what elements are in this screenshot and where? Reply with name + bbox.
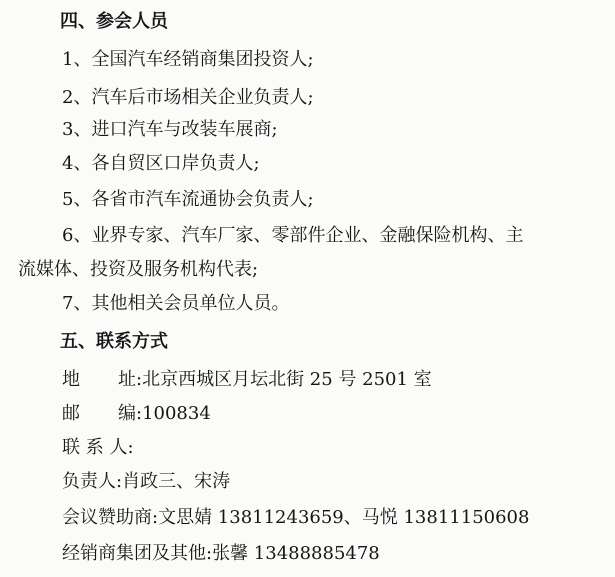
attendee-item-2: 2、汽车后市场相关企业负责人; bbox=[62, 87, 314, 108]
attendee-item-4: 4、各自贸区口岸负责人; bbox=[62, 153, 260, 174]
attendee-item-3: 3、进口汽车与改装车展商; bbox=[62, 119, 278, 140]
address-label-part2: 址: bbox=[118, 369, 143, 390]
postcode-label-part2: 编: bbox=[118, 403, 143, 424]
address-value: 北京西城区月坛北街 25 号 2501 室 bbox=[142, 369, 432, 390]
responsible-persons: 负责人:肖政三、宋涛 bbox=[62, 471, 231, 492]
attendee-item-1: 1、全国汽车经销商集团投资人; bbox=[62, 49, 314, 70]
section4-heading: 四、参会人员 bbox=[60, 11, 168, 32]
address-label-part1: 地 bbox=[62, 369, 80, 390]
attendee-item-7: 7、其他相关会员单位人员。 bbox=[62, 293, 290, 314]
address-row bbox=[62, 368, 432, 392]
sponsor-contacts: 会议赞助商:文思婧 13811243659、马悦 13811150608 bbox=[62, 507, 530, 528]
contact-label: 联 系 人: bbox=[62, 437, 134, 458]
section5-heading: 五、联系方式 bbox=[60, 331, 168, 352]
postcode-label-part1: 邮 bbox=[62, 403, 80, 424]
attendee-item-5: 5、各省市汽车流通协会负责人; bbox=[62, 189, 314, 210]
attendee-item-6: 6、业界专家、汽车厂家、零部件企业、金融保险机构、主 bbox=[62, 225, 524, 246]
postcode-value: 100834 bbox=[142, 403, 211, 424]
attendee-item-6-continued: 流媒体、投资及服务机构代表; bbox=[18, 259, 259, 280]
postcode-row bbox=[62, 402, 211, 426]
dealer-contact: 经销商集团及其他:张馨 13488885478 bbox=[62, 543, 380, 564]
